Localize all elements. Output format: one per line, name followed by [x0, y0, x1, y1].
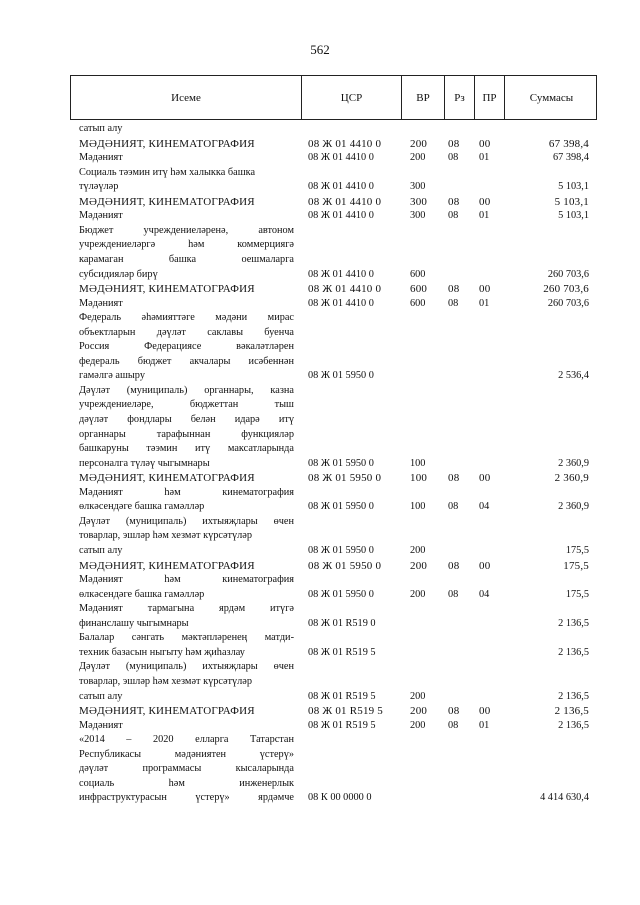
table-row — [0, 195, 640, 209]
cell-pr: 04 — [479, 501, 490, 513]
table-row — [0, 675, 640, 689]
cell-name: федераль бюджет акчалары исәбеннән — [79, 355, 294, 367]
cell-csr: 08 Ж 01 4410 0 — [308, 181, 374, 193]
table-row — [0, 224, 640, 238]
cell-vr: 200 — [410, 559, 428, 572]
cell-name: МӘДӘНИЯТ, КИНЕМАТОГРАФИЯ — [79, 559, 255, 572]
cell-csr: 08 К 00 0000 0 — [308, 792, 372, 804]
cell-rz: 08 — [448, 195, 460, 208]
cell-name: Дәүләт (муниципаль) ихтыяҗлары өчен — [79, 661, 294, 673]
table-row — [0, 442, 640, 456]
cell-vr: 300 — [410, 181, 426, 193]
cell-vr: 200 — [410, 152, 426, 164]
cell-csr: 08 Ж 01 5950 0 — [308, 588, 374, 600]
cell-csr: 08 Ж 01 4410 0 — [308, 283, 382, 296]
page-number: 562 — [310, 42, 330, 57]
cell-pr: 01 — [479, 210, 490, 222]
table-row — [0, 515, 640, 529]
table-row — [0, 660, 640, 674]
cell-name: инфраструктурасын үстерү» ярдәмче — [79, 792, 294, 804]
table-row — [0, 617, 640, 631]
table-row — [0, 573, 640, 587]
table-row — [0, 748, 640, 762]
cell-rz: 08 — [448, 297, 459, 309]
table-row — [0, 340, 640, 354]
table-row — [0, 268, 640, 282]
cell-name: дәүләт программасы кысаларында — [79, 763, 294, 775]
table-row — [0, 762, 640, 776]
cell-vr: 100 — [410, 472, 428, 485]
table-row — [0, 457, 640, 471]
cell-name: учреждениеләре, бюджеттан тыш — [79, 399, 294, 411]
cell-sum: 175,5 — [563, 559, 589, 572]
cell-sum: 2 136,5 — [558, 719, 589, 731]
cell-name: сатып алу — [79, 690, 123, 702]
cell-csr: 08 Ж 01 R519 0 — [308, 617, 376, 629]
cell-csr: 08 Ж 01 4410 0 — [308, 152, 374, 164]
cell-vr: 100 — [410, 501, 426, 513]
cell-sum: 2 360,9 — [558, 457, 589, 469]
cell-pr: 01 — [479, 297, 490, 309]
table-row — [0, 719, 640, 733]
table-row — [0, 777, 640, 791]
table-row — [0, 384, 640, 398]
cell-csr: 08 Ж 01 5950 0 — [308, 370, 374, 382]
cell-sum: 5 103,1 — [558, 181, 589, 193]
table-row — [0, 137, 640, 151]
cell-name: Дәүләт (муниципаль) органнары, казна — [79, 384, 294, 396]
cell-sum: 2 536,4 — [558, 370, 589, 382]
table-row — [0, 646, 640, 660]
cell-rz: 08 — [448, 719, 459, 731]
table-row — [0, 398, 640, 412]
table-row — [0, 122, 640, 136]
cell-vr: 600 — [410, 268, 426, 280]
table-row — [0, 559, 640, 573]
table-row — [0, 791, 640, 805]
cell-name: башкаруны тәэмин итү максатларында — [79, 443, 294, 455]
cell-pr: 00 — [479, 195, 491, 208]
cell-name: Россия Федерациясе вәкаләтләрен — [79, 341, 294, 353]
cell-csr: 08 Ж 01 R519 5 — [308, 646, 376, 658]
cell-sum: 67 398,4 — [548, 137, 589, 150]
cell-sum: 260 703,6 — [547, 297, 589, 309]
table-header — [70, 75, 597, 120]
cell-vr: 200 — [410, 705, 428, 717]
table-row — [0, 297, 640, 311]
cell-sum: 5 103,1 — [554, 195, 589, 208]
table-row — [0, 428, 640, 442]
header-csr: ЦСР — [302, 76, 402, 119]
cell-sum: 5 103,1 — [558, 210, 589, 222]
cell-name: Социаль тәэмин итү һәм халыкка башка — [79, 166, 256, 178]
table-row — [0, 326, 640, 340]
cell-name: МӘДӘНИЯТ, КИНЕМАТОГРАФИЯ — [79, 283, 255, 296]
table-row — [0, 733, 640, 747]
cell-name: товарлар, эшләр һәм хезмәт күрсәтүләр — [79, 675, 253, 687]
table-row — [0, 602, 640, 616]
cell-name: Республикасы мәдәниятен үстерү» — [79, 748, 294, 760]
cell-pr: 00 — [479, 137, 491, 150]
cell-name: Мәдәният һәм кинематография — [79, 574, 294, 585]
cell-name: субсидияләр бирү — [79, 268, 158, 280]
table-row — [0, 282, 640, 296]
table-row — [0, 704, 640, 718]
table-row — [0, 471, 640, 485]
cell-name: сатып алу — [79, 123, 123, 134]
cell-pr: 01 — [479, 152, 490, 164]
cell-name: МӘДӘНИЯТ, КИНЕМАТОГРАФИЯ — [79, 705, 255, 717]
cell-name: өлкәсендәге башка гамәлләр — [79, 501, 205, 513]
cell-name: объектларын дәүләт саклавы буенча — [79, 326, 294, 338]
cell-name: Мәдәният — [79, 297, 123, 309]
cell-name: Федераль әһәмияттәге мәдәни мирас — [79, 312, 294, 324]
cell-rz: 08 — [448, 705, 460, 717]
cell-csr: 08 Ж 01 4410 0 — [308, 195, 382, 208]
cell-name: Мәдәният — [79, 210, 123, 222]
cell-sum: 67 398,4 — [552, 152, 589, 164]
cell-name: МӘДӘНИЯТ, КИНЕМАТОГРАФИЯ — [79, 472, 255, 485]
header-rz: Рз — [445, 76, 475, 119]
table-row — [0, 529, 640, 543]
cell-vr: 200 — [410, 545, 426, 556]
cell-csr: 08 Ж 01 5950 0 — [308, 545, 374, 556]
cell-csr: 08 Ж 01 5950 0 — [308, 501, 374, 513]
cell-csr: 08 Ж 01 4410 0 — [308, 268, 374, 280]
cell-sum: 2 360,9 — [554, 472, 589, 485]
cell-name: Балалар сәнгать мәктәпләренең матди- — [79, 632, 294, 644]
cell-csr: 08 Ж 01 5950 0 — [308, 472, 382, 485]
cell-pr: 00 — [479, 559, 491, 572]
cell-rz: 08 — [448, 588, 459, 600]
cell-name: «2014 – 2020 елларга Татарстан — [79, 734, 294, 746]
cell-pr: 00 — [479, 705, 491, 717]
table-row — [0, 500, 640, 514]
cell-sum: 2 360,9 — [558, 501, 589, 513]
cell-rz: 08 — [448, 472, 460, 485]
cell-vr: 200 — [410, 588, 426, 600]
cell-name: дәүләт фондлары белән идарә итү — [79, 414, 294, 425]
cell-name: Мәдәният — [79, 152, 123, 164]
cell-vr: 200 — [410, 690, 426, 702]
table-row — [0, 166, 640, 180]
table-row — [0, 413, 640, 427]
cell-name: өлкәсендәге башка гамәлләр — [79, 588, 205, 600]
table-row — [0, 311, 640, 325]
cell-sum: 2 136,5 — [554, 705, 589, 717]
cell-csr: 08 Ж 01 5950 0 — [308, 559, 382, 572]
cell-csr: 08 Ж 01 4410 0 — [308, 297, 374, 309]
table-row — [0, 238, 640, 252]
cell-name: Мәдәният тармагына ярдәм итүгә — [79, 603, 294, 615]
cell-vr: 300 — [410, 210, 426, 222]
cell-pr: 00 — [479, 472, 491, 485]
cell-name: Дәүләт (муниципаль) ихтыяҗлары өчен — [79, 515, 294, 527]
cell-sum: 2 136,5 — [558, 617, 589, 629]
cell-vr: 200 — [410, 137, 428, 150]
cell-rz: 08 — [448, 210, 459, 222]
cell-pr: 01 — [479, 719, 490, 731]
table-row — [0, 588, 640, 602]
cell-name: учреждениеләргә һәм коммерциягә — [79, 239, 294, 251]
header-vr: ВР — [402, 76, 445, 119]
cell-sum: 260 703,6 — [547, 268, 589, 280]
cell-csr: 08 Ж 01 4410 0 — [308, 137, 382, 150]
cell-vr: 100 — [410, 457, 426, 469]
table-row — [0, 180, 640, 194]
cell-name: органнары тарафыннан функцияләр — [79, 428, 294, 440]
cell-name: Мәдәният һәм кинематография — [79, 486, 294, 498]
cell-name: МӘДӘНИЯТ, КИНЕМАТОГРАФИЯ — [79, 195, 255, 208]
cell-csr: 08 Ж 01 4410 0 — [308, 210, 374, 222]
cell-sum: 260 703,6 — [543, 283, 589, 296]
cell-sum: 175,5 — [565, 545, 589, 556]
cell-name: социаль һәм инженерлык — [79, 777, 294, 789]
cell-name: Мәдәният — [79, 719, 123, 731]
cell-sum: 2 136,5 — [558, 690, 589, 702]
cell-csr: 08 Ж 01 R519 5 — [308, 719, 376, 731]
header-sum: Суммасы — [529, 91, 574, 104]
cell-sum: 4 414 630,4 — [540, 792, 589, 804]
cell-pr: 00 — [479, 283, 491, 296]
table-row — [0, 690, 640, 704]
header-name: Исеме — [71, 76, 302, 119]
cell-vr: 200 — [410, 719, 426, 731]
table-row — [0, 486, 640, 500]
cell-name: МӘДӘНИЯТ, КИНЕМАТОГРАФИЯ — [79, 137, 255, 150]
cell-name: гамәлгә ашыру — [79, 370, 145, 382]
cell-vr: 300 — [410, 195, 428, 208]
table-row — [0, 253, 640, 267]
cell-name: финанслашу чыгымнары — [79, 617, 189, 629]
cell-rz: 08 — [448, 137, 460, 150]
cell-rz: 08 — [448, 152, 459, 164]
cell-name: түләүләр — [79, 181, 119, 193]
cell-name: персоналга түләү чыгымнары — [79, 457, 210, 469]
cell-sum: 2 136,5 — [558, 646, 589, 658]
table-row — [0, 209, 640, 223]
cell-vr: 600 — [410, 297, 426, 309]
cell-name: сатып алу — [79, 545, 123, 556]
cell-sum: 175,5 — [565, 588, 589, 600]
table-row — [0, 151, 640, 165]
cell-csr: 08 Ж 01 R519 5 — [308, 705, 383, 717]
cell-name: карамаган башка оешмаларга — [79, 254, 294, 265]
cell-pr: 04 — [479, 588, 490, 600]
table-row — [0, 631, 640, 645]
cell-csr: 08 Ж 01 5950 0 — [308, 457, 374, 469]
cell-rz: 08 — [448, 559, 460, 572]
header-pr: ПР — [475, 76, 505, 119]
cell-name: техник базасын ныгыту һәм җиһазлау — [79, 646, 245, 658]
cell-rz: 08 — [448, 501, 459, 513]
cell-name: Бюджет учреждениеләренә, автоном — [79, 224, 294, 236]
table-row — [0, 369, 640, 383]
table-row — [0, 355, 640, 369]
cell-rz: 08 — [448, 283, 460, 296]
cell-csr: 08 Ж 01 R519 5 — [308, 690, 376, 702]
cell-vr: 600 — [410, 283, 428, 296]
table-row — [0, 544, 640, 558]
cell-name: товарлар, эшләр һәм хезмәт күрсәтүләр — [79, 530, 253, 542]
